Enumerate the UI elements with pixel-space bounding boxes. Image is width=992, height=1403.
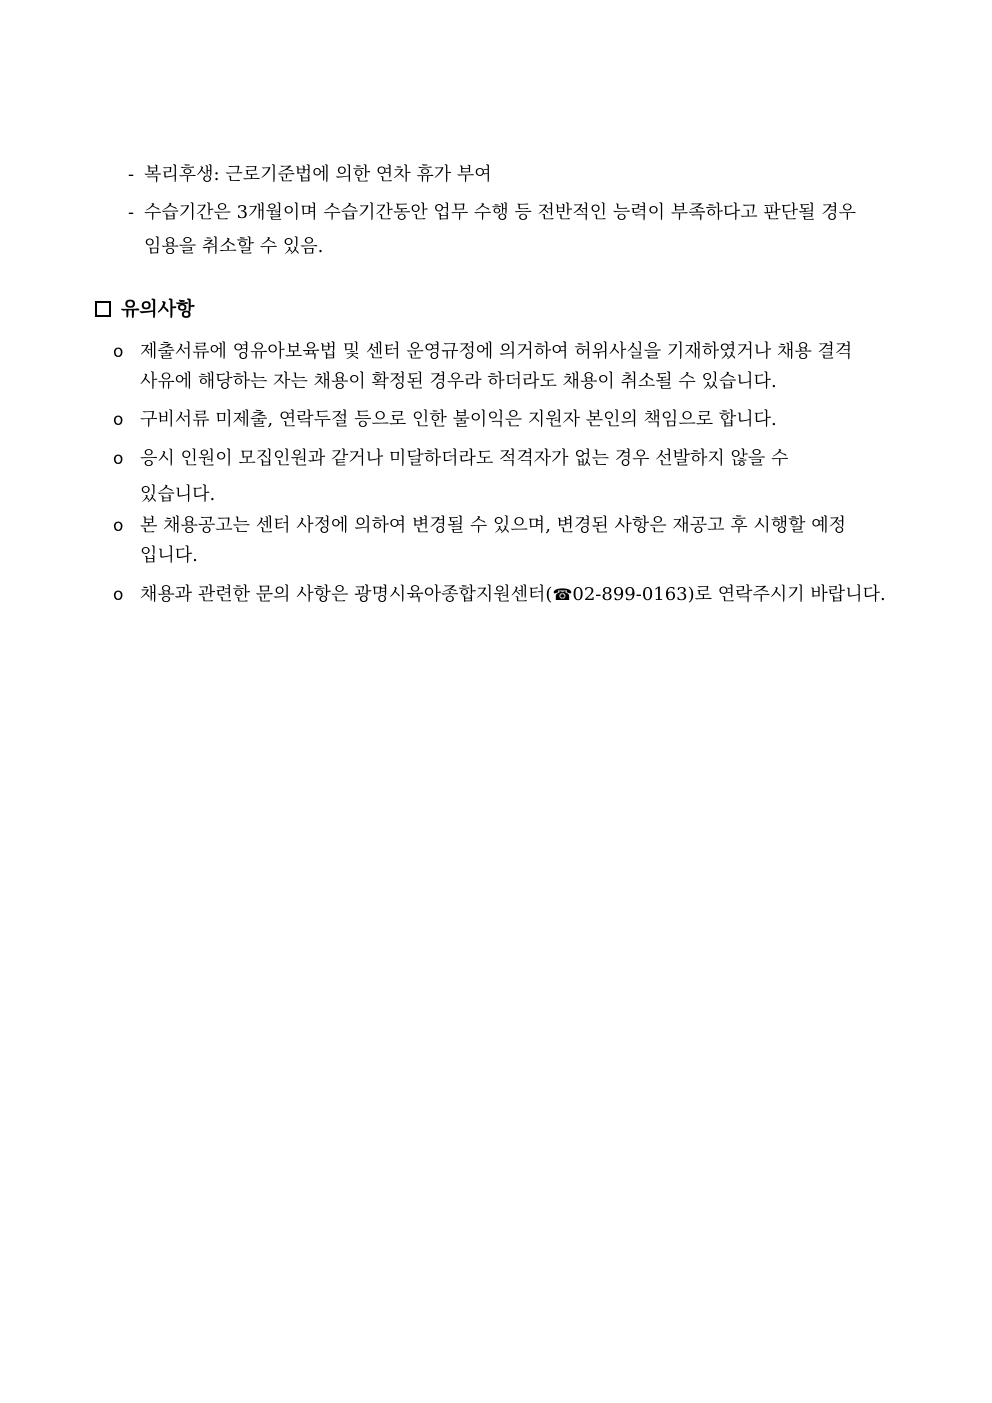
note-5-suffix: )로 연락주시기 바랍니다. [687,584,886,605]
probation-text-line2: 임용을 취소할 수 있음. [144,236,324,257]
checkbox-square-icon [95,301,111,317]
note-1-line1: 제출서류에 영유아보육법 및 센터 운영규정에 의거하여 허위사실을 기재하였거나 채용 결격 [140,341,853,362]
note-4-line2: 입니다. [140,545,198,566]
note-item-5 [113,580,900,610]
bullet-circle-icon: o [113,585,124,605]
note-item-3 [113,444,900,510]
dash-marker: - [128,202,135,223]
telephone-icon: ☎ [552,585,573,604]
note-3-line2: 있습니다. [140,484,216,505]
notes-heading-text: 유의사항 [121,298,195,320]
contact-phone-number: 02-899-0163 [572,584,688,605]
bullet-circle-icon: o [113,516,124,536]
note-item-4 [113,511,900,571]
notes-heading [95,294,194,324]
note-3-line1: 응시 인원이 모집인원과 같거나 미달하더라도 적격자가 없는 경우 선발하지 않을 수 [140,448,789,469]
bullet-circle-icon: o [113,342,124,362]
probation-item [128,196,900,264]
note-5-prefix: 채용과 관련한 문의 사항은 광명시육아종합지원센터( [140,584,553,605]
note-2-line1: 구비서류 미제출, 연락두절 등으로 인한 불이익은 지원자 본인의 책임으로 합니다. [140,409,777,430]
dash-marker: - [128,164,135,185]
bullet-circle-icon: o [113,449,124,469]
welfare-text: 복리후생: 근로기준법에 의한 연차 휴가 부여 [144,164,492,185]
bullet-circle-icon: o [113,410,124,430]
welfare-item [128,158,900,192]
note-4-line1: 본 채용공고는 센터 사정에 의하여 변경될 수 있으며, 변경된 사항은 재공고 후 시행할 예정 [140,515,847,536]
note-item-2 [113,405,900,435]
note-1-line2: 사유에 해당하는 자는 채용이 확정된 경우라 하더라도 채용이 취소될 수 있습니다. [140,371,777,392]
probation-text-line1: 수습기간은 3개월이며 수습기간동안 업무 수행 등 전반적인 능력이 부족하다고 판단될 경우 [144,202,857,223]
note-item-1 [113,337,900,397]
note-5-line1 [140,580,900,610]
